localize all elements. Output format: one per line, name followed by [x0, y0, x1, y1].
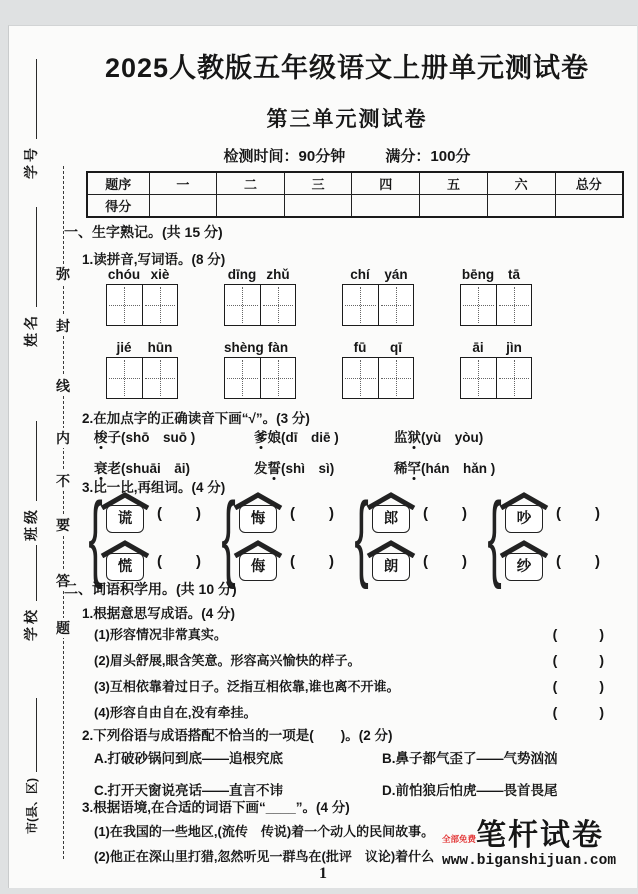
score-header-cell: 一	[149, 172, 217, 195]
score-table-header-row	[87, 172, 623, 195]
pinyin-options: (dī diē )	[281, 430, 339, 445]
pinyin-word-group	[460, 340, 532, 399]
house-char: 吵	[505, 505, 543, 533]
field-label: 学号	[23, 145, 39, 179]
house-char: 纱	[505, 553, 543, 581]
answer-parens: ( )	[157, 552, 201, 570]
seal-char: 不	[56, 473, 70, 489]
s1-q1-label: 1.读拼音,写词语。(8 分)	[82, 252, 226, 267]
score-table-score-row	[87, 195, 623, 218]
idiom-item-text: (3)互相依靠着过日子。泛指互相依靠,谁也离不开谁。	[94, 679, 400, 694]
writing-box	[460, 357, 532, 399]
paper-title: 2025人教版五年级语文上册单元测试卷	[104, 53, 590, 83]
dotted-char: 衰	[94, 457, 108, 477]
s1-q2-label: 2.在加点字的正确读音下画“√”。(3 分)	[82, 411, 310, 426]
dotted-char: 爹	[254, 426, 268, 446]
s2-q3-label: 3.根据语境,在合适的词语下画“____”。(4 分)	[82, 800, 350, 815]
exam-full-score: 满分：100分	[385, 148, 471, 165]
field-city	[20, 698, 42, 834]
pinyin-syllable: jìn	[506, 340, 522, 355]
pinyin-word-group	[460, 267, 532, 326]
idiom-item-text: (4)形容自由自在,没有牵挂。	[94, 705, 257, 720]
house-shape	[366, 492, 416, 534]
field-blank-line	[25, 59, 37, 139]
house-shape	[233, 492, 283, 534]
dotted-char: 梭	[94, 426, 108, 446]
pinyin-word-group	[342, 340, 414, 399]
option-c: C.打开天窗说亮话——直言不讳	[94, 783, 283, 798]
pinyin-syllable: shèng	[224, 340, 264, 355]
answer-parens: ( )	[552, 678, 604, 694]
pinyin-syllable: chóu	[107, 267, 141, 282]
option-a: A.打破砂锅问到底——追根究底	[94, 751, 283, 766]
house-char: 朗	[372, 553, 410, 581]
house-shape	[499, 540, 549, 582]
pinyin-row-1	[106, 267, 532, 326]
pinyin-word-group	[106, 340, 178, 399]
compare-group	[483, 483, 600, 590]
field-blank-line	[25, 421, 37, 501]
seal-char: 线	[56, 378, 70, 394]
compare-group	[350, 483, 467, 590]
writing-box	[224, 357, 296, 399]
writing-box	[460, 284, 532, 326]
brace-glyph: {	[221, 483, 236, 590]
answer-parens: ( )	[290, 504, 334, 522]
score-cell	[149, 195, 217, 218]
watermark-brand: 笔杆试卷	[476, 819, 605, 852]
answer-parens: ( )	[423, 552, 467, 570]
score-header-cell: 四	[352, 172, 420, 195]
pinyin-options: (shì sì)	[281, 461, 335, 476]
pinyin-syllable: fàn	[267, 340, 289, 355]
idiom-item	[94, 650, 630, 676]
answer-parens: ( )	[423, 504, 467, 522]
field-blank-line	[25, 207, 37, 307]
seal-char: 题	[56, 620, 70, 636]
context-item-1: (1)在我国的一些地区,(流传 传说)着一个动人的民间故事。	[94, 824, 435, 839]
pinyin-syllable: yán	[384, 267, 408, 282]
house-char: 侮	[239, 553, 277, 581]
score-cell	[284, 195, 352, 218]
house-shape	[100, 492, 150, 534]
pronunciation-item: 稀罕(hán hǎn )	[394, 457, 495, 477]
pinyin-word-group	[106, 267, 178, 326]
house-char: 郎	[372, 505, 410, 533]
dotted-char: 誓	[268, 457, 282, 477]
pinyin-word-group	[224, 267, 296, 326]
pinyin-syllable: qī	[390, 340, 402, 355]
exam-time: 检测时间：90分钟	[223, 148, 346, 165]
pronunciation-grid	[94, 426, 495, 477]
compare-group	[217, 483, 334, 590]
pinyin-syllable: xiè	[150, 267, 170, 282]
pinyin-syllable: jié	[116, 340, 132, 355]
score-header-cell: 总分	[555, 172, 623, 195]
choice-options	[94, 747, 558, 799]
seal-char: 封	[56, 318, 70, 334]
field-label: 市(县、区)	[24, 778, 39, 834]
context-item-2: (2)他正在深山里打猎,忽然听见一群鸟在(批评 议论)着什么	[94, 849, 435, 864]
pronunciation-item: 发誓(shì sì)	[254, 457, 394, 477]
writing-box	[106, 357, 178, 399]
field-blank-line	[25, 698, 37, 772]
s1-q3-label: 3.比一比,再组词。(4 分)	[82, 480, 226, 495]
pinyin-syllable: āi	[472, 340, 484, 355]
s2-q1-label: 1.根据意思写成语。(4 分)	[82, 606, 236, 621]
score-header-cell: 题序	[87, 172, 149, 195]
score-cell	[352, 195, 420, 218]
idiom-item-text: (2)眉头舒展,眼含笑意。形容高兴愉快的样子。	[94, 653, 361, 668]
pinyin-options: (shō suō )	[121, 430, 196, 445]
answer-parens: ( )	[552, 626, 604, 642]
pinyin-row-2	[106, 340, 532, 399]
score-cell	[487, 195, 555, 218]
field-school	[20, 545, 42, 641]
pinyin-options: (yù yòu)	[421, 430, 484, 445]
dotted-char: 罕	[408, 457, 422, 477]
seal-char: 内	[56, 430, 70, 446]
pronunciation-item: 梭子(shō suō )	[94, 426, 254, 446]
watermark-free-tag: 全部免费	[442, 834, 477, 844]
watermark	[442, 820, 634, 869]
house-char: 慌	[106, 553, 144, 581]
field-label: 学校	[23, 607, 39, 641]
pinyin-syllable: zhǔ	[266, 267, 290, 282]
pinyin-syllable: tā	[507, 267, 520, 282]
exam-info	[64, 145, 630, 166]
pinyin-word-group	[342, 267, 414, 326]
answer-parens: ( )	[556, 552, 600, 570]
pinyin-syllable: fū	[353, 340, 367, 355]
score-header-cell: 三	[284, 172, 352, 195]
idiom-item	[94, 624, 630, 650]
brace-glyph: {	[487, 483, 502, 590]
pinyin-syllable: bēng	[461, 267, 495, 282]
answer-parens: ( )	[290, 552, 334, 570]
brace-glyph: {	[88, 483, 103, 590]
writing-box	[342, 357, 414, 399]
answer-parens: ( )	[556, 504, 600, 522]
score-cell	[217, 195, 285, 218]
house-char: 谎	[106, 505, 144, 533]
watermark-url: www.biganshijuan.com	[442, 853, 617, 869]
score-cell	[555, 195, 623, 218]
brace-glyph: {	[354, 483, 369, 590]
pinyin-options: (hán hǎn )	[421, 461, 496, 476]
house-shape	[100, 540, 150, 582]
seal-char: 弥	[56, 266, 70, 282]
option-b: B.鼻子都气歪了——气势汹汹	[382, 751, 558, 766]
idiom-items	[94, 624, 630, 728]
answer-parens: ( )	[157, 504, 201, 522]
unit-subtitle: 第三单元测试卷	[266, 108, 428, 131]
pinyin-options: (shuāi āi)	[121, 461, 191, 476]
house-shape	[233, 540, 283, 582]
score-header-cell: 五	[420, 172, 488, 195]
score-table	[86, 171, 624, 218]
pronunciation-item: 衰老(shuāi āi)	[94, 457, 254, 477]
idiom-item-text: (1)形容情况非常真实。	[94, 627, 227, 642]
idiom-item	[94, 676, 630, 702]
field-student-id	[20, 59, 42, 179]
exam-paper	[8, 25, 637, 888]
writing-box	[224, 284, 296, 326]
score-header-cell: 六	[487, 172, 555, 195]
answer-parens: ( )	[552, 652, 604, 668]
score-row-label: 得分	[87, 195, 149, 218]
pinyin-word-group	[224, 340, 296, 399]
page-number: 1	[319, 865, 327, 882]
section2-heading: 二、词语积学用。(共 10 分)	[64, 581, 237, 597]
s2-q2-label: 2.下列俗语与成语搭配不恰当的一项是( )。(2 分)	[82, 728, 393, 743]
pinyin-syllable: dīng	[227, 267, 257, 282]
dotted-char: 狱	[408, 426, 422, 446]
field-blank-line	[25, 545, 37, 601]
writing-box	[342, 284, 414, 326]
house-shape	[499, 492, 549, 534]
section1-heading: 一、生字熟记。(共 15 分)	[64, 224, 223, 240]
field-name	[20, 207, 42, 347]
answer-parens: ( )	[552, 704, 604, 720]
pinyin-syllable: hūn	[147, 340, 173, 355]
score-header-cell: 二	[217, 172, 285, 195]
option-d: D.前怕狼后怕虎——畏首畏尾	[382, 783, 558, 798]
seal-char: 答	[56, 573, 70, 589]
field-class	[20, 421, 42, 541]
writing-box	[106, 284, 178, 326]
pronunciation-item: 爹娘(dī diē )	[254, 426, 394, 446]
pronunciation-item: 监狱(yù yòu)	[394, 426, 495, 446]
house-shape	[366, 540, 416, 582]
field-label: 班级	[23, 507, 39, 541]
field-label: 姓名	[23, 313, 39, 347]
pinyin-syllable: chí	[350, 267, 370, 282]
score-cell	[420, 195, 488, 218]
seal-char: 要	[56, 517, 70, 533]
house-char: 悔	[239, 505, 277, 533]
